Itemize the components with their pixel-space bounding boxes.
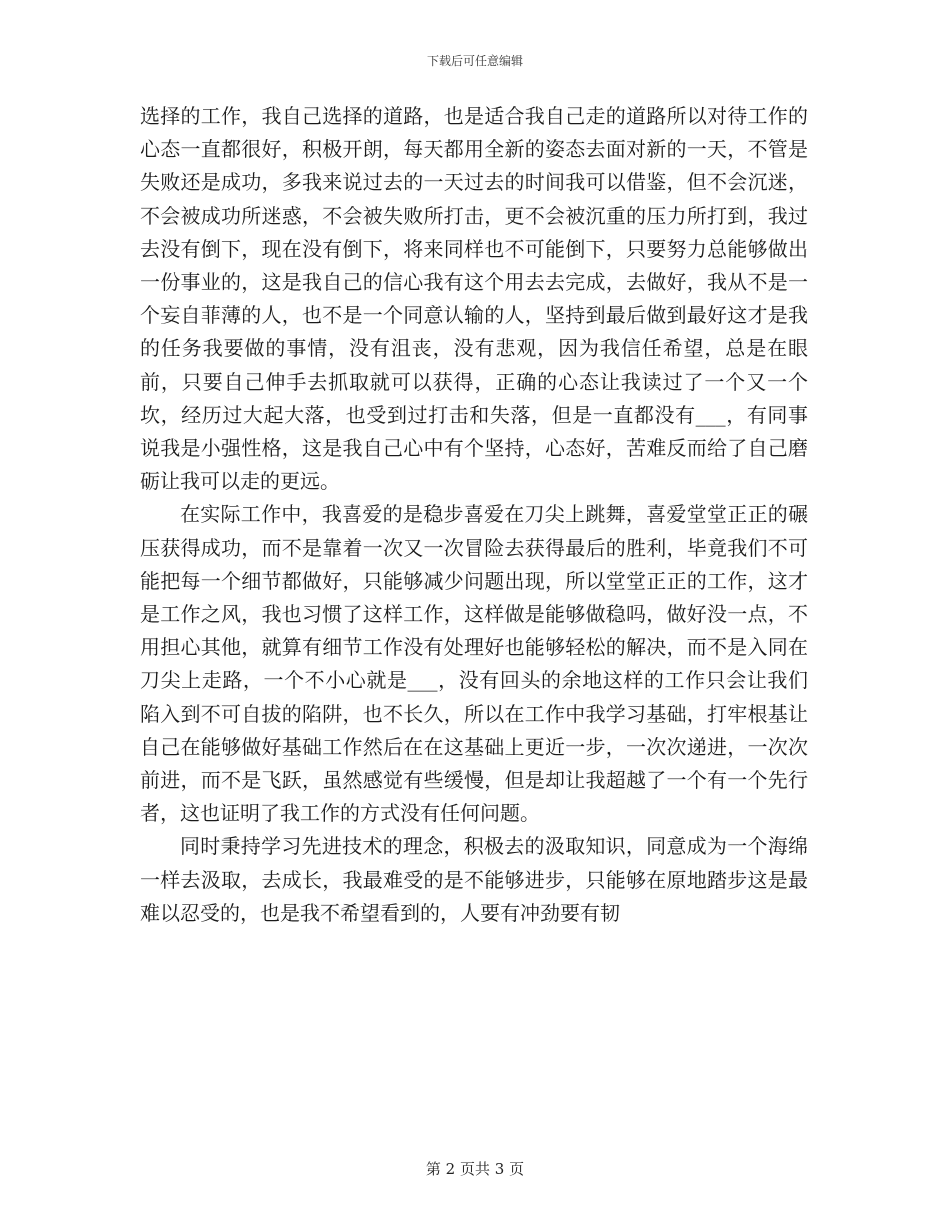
- paragraph-continuation: 选择的工作，我自己选择的道路，也是适合我自己走的道路所以对待工作的心态一直都很好，积极开朗，每天都用全新的姿态去面对新的一天，不管是失败还是成功，多我来说过去的一天过去的时间我可以借鉴，但不会沉迷，不会被成功所迷惑，不会被失败所打击，更不会被沉重的压力所打到，我过去没有倒下，现在没有倒下，将来同样也不可能倒下，只要努力总能够做出一份事业的，这是我自己的信心我有这个用去去完成，去做好，我从不是一个妄自菲薄的人，也不是一个同意认输的人，坚持到最后做到最好这才是我的任务我要做的事情，没有沮丧，没有悲观，因为我信任希望，总是在眼前，只要自己伸手去抓取就可以获得，正确的心态让我读过了一个又一个坎，经历过大起大落，也受到过打击和失落，但是一直都没有___，有同事说我是小强性格，这是我自己心中有个坚持，心态好，苦难反而给了自己磨砺让我可以走的更远。: [140, 104, 808, 494]
- paragraph-learning: 同时秉持学习先进技术的理念，积极去的汲取知识，同意成为一个海绵一样去汲取，去成长，我最难受的是不能够进步，只能够在原地踏步这是最难以忍受的，也是我不希望看到的，人要有冲劲要有韧: [140, 834, 808, 925]
- page-number: 第 2 页共 3 页: [425, 1160, 525, 1178]
- paragraph-work-approach: 在实际工作中，我喜爱的是稳步喜爱在刀尖上跳舞，喜爱堂堂正正的碾压获得成功，而不是靠着一次又一次冒险去获得最后的胜利，毕竟我们不可能把每一个细节都做好，只能够减少问题出现，所以堂堂正正的工作，这才是工作之风，我也习惯了这样工作，这样做是能够做稳吗，做好没一点，不用担心其他，就算有细节工作没有处理好也能够轻松的解决，而不是入同在刀尖上走路，一个不小心就是___，没有回头的余地这样的工作只会让我们陷入到不可自拔的陷阱，也不长久，所以在工作中我学习基础，打牢根基让自己在能够做好基础工作然后在在这基础上更近一步，一次次递进，一次次前进，而不是飞跃，虽然感觉有些缓慢，但是却让我超越了一个有一个先行者，这也证明了我工作的方式没有任何问题。: [140, 502, 808, 826]
- document-body: [140, 100, 808, 930]
- page-header: 下载后可任意编辑: [426, 54, 523, 68]
